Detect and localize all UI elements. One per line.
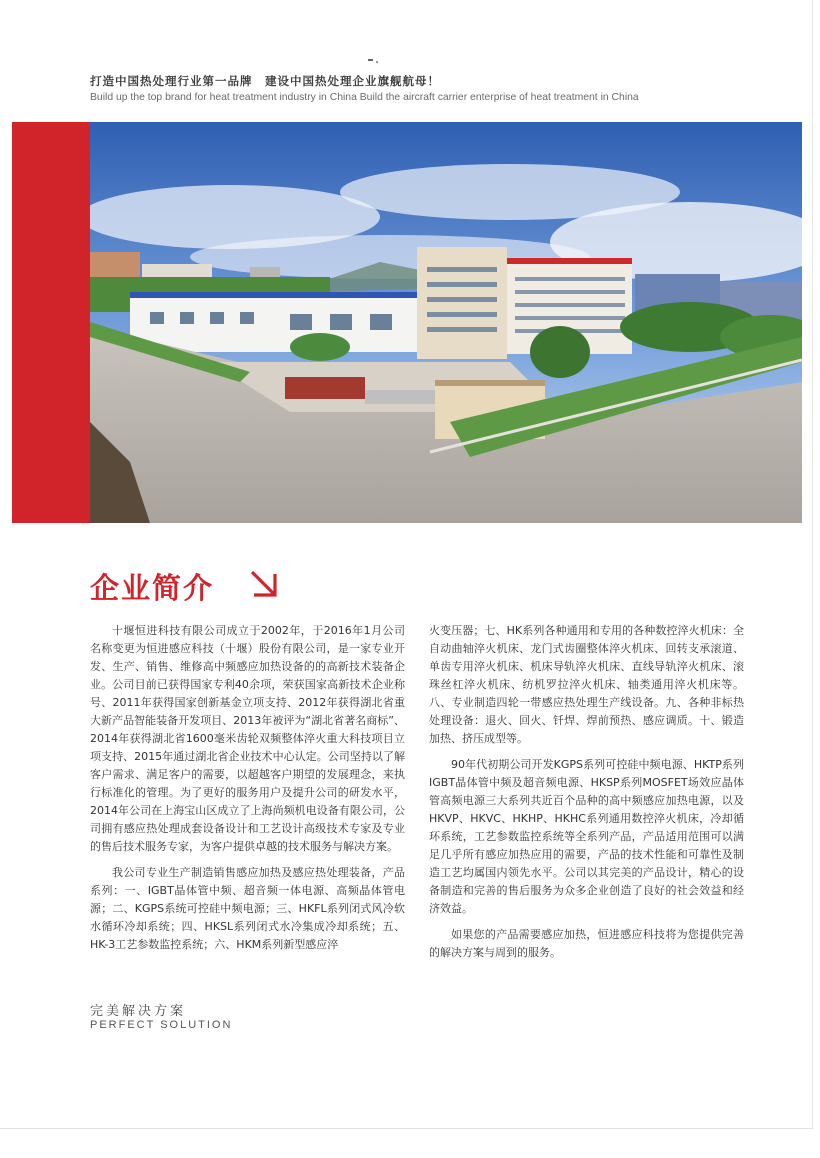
footer-title-cn: 完美解决方案	[90, 1004, 187, 1019]
section-title: 企业简介	[90, 571, 215, 605]
body-column-right	[429, 622, 744, 970]
paragraph: 如果您的产品需要感应加热，恒进感应科技将为您提供完善的解决方案与周到的服务。	[429, 928, 744, 959]
header-tagline-en: Build up the top brand for heat treatment industry in China Build the aircraft carrier enterprise of heat treatment in China	[90, 92, 639, 103]
scan-mark	[368, 59, 373, 61]
arrow-down-right-icon	[246, 566, 282, 602]
header-tagline-cn: 打造中国热处理行业第一品牌 建设中国热处理企业旗舰航母！	[90, 74, 440, 88]
footer-title-en: PERFECT SOLUTION	[90, 1019, 233, 1031]
body-column-left	[90, 622, 405, 962]
paragraph: 火变压器；七、HK系列各种通用和专用的各种数控淬火机床：全自动曲轴淬火机床、龙门式齿圈整体淬火机床、回转支承滚道、单齿专用淬火机床、机床导轨淬火机床、直线导轨淬火机床、滚珠丝杠淬火机床、纺机罗拉淬火机床、轴类通用淬火机床等。八、专业制造四轮一带感应热处理生产线设备。九、各种非标热处理设备：退火、回火、钎焊、焊前预热、感应调质。十、锻造加热、挤压成型等。	[429, 624, 744, 745]
paragraph: 我公司专业生产制造销售感应加热及感应热处理装备，产品系列：一、IGBT晶体管中频、超音频一体电源、高频晶体管电源；二、KGPS系统可控硅中频电源；三、HKFL系列闭式风冷软水循环冷却系统；四、HKSL系列闭式水冷集成冷却系统；五、HK-3工艺参数监控系统；六、HKM系列新型感应淬	[90, 866, 405, 951]
red-accent-block	[12, 122, 90, 523]
paragraph: 90年代初期公司开发KGPS系列可控硅中频电源、HKTP系列IGBT晶体管中频及超音频电源、HKSP系列MOSFET场效应晶体管高频电源三大系列共近百个品种的高中频感应加热电源，以及HKVP、HKVC、HKHP、HKHC系列通用数控淬火机床，冷却循环系统，工艺参数监控系统等全系列产品，产品适用范围可以满足几乎所有感应加热应用的需要，产品的技术性能和可靠性及制造工艺均属国内领先水平。公司以其完美的产品设计，精心的设备制造和完善的售后服务为众多企业创造了良好的社会效益和经济效益。	[429, 758, 744, 915]
factory-photo	[90, 122, 802, 523]
paragraph: 十堰恒进科技有限公司成立于2002年，于2016年1月公司名称变更为恒进感应科技（十堰）股份有限公司，是一家专业开发、生产、销售、维修高中频感应加热设备的的高新技术装备企业。公司目前已获得国家专利40余项，荣获国家高新技术企业称号、2011年获得国家创新基金立项支持、2012年获得湖北省重大新产品智能装备开发项目、2013年被评为“湖北省著名商标”、2014年获得湖北省1600毫米齿轮双频整体淬火重大科技项目立项支持、2015年通过湖北省企业技术中心认定。公司坚持以了解客户需求、满足客户的需要，以超越客户期望的发展理念，来执行标准化的管理。为了更好的服务用户及提升公司的研发水平，2014年公司在上海宝山区成立了上海尚频机电设备有限公司，公司拥有感应热处理成套设备设计和工艺设计高级技术专家及专业的售后技术服务专家，为客户提供卓越的技术服务与解决方案。	[90, 624, 405, 853]
scan-mark	[376, 61, 378, 63]
